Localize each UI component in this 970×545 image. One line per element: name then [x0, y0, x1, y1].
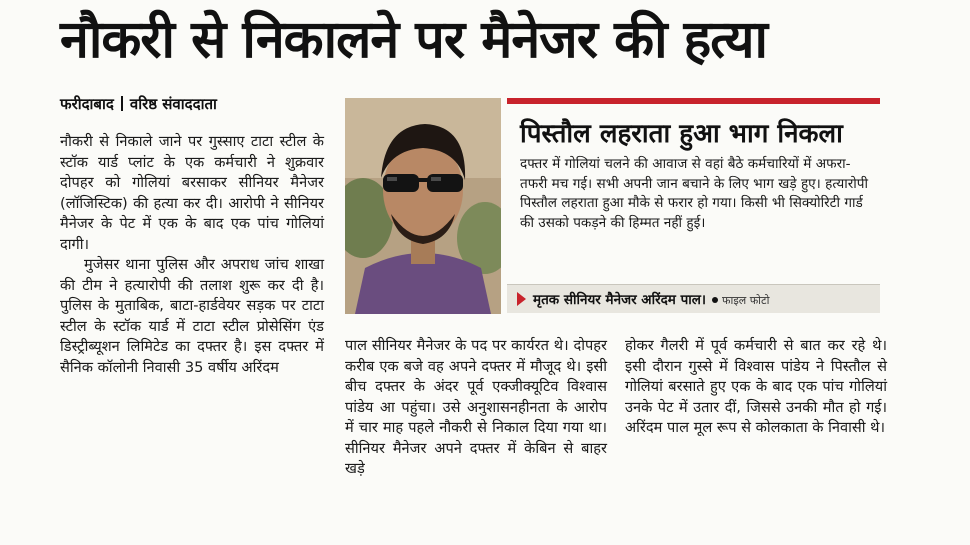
caption-text: मृतक सीनियर मैनेजर अरिंदम पाल। [533, 292, 707, 308]
caption-arrow-icon [517, 292, 526, 306]
sidebar-body-text: दफ्तर में गोलियां चलने की आवाज से वहां बैठे कर्मचारियों में अफरा-तफरी मच गई। सभी अपनी जान बचाने के लिए भाग खड़े हुए। हत्यारोपी पिस्तौल लहराता हुआ मौके से फरार हो गया। किसी भी सिक्योरिटी गार्ड की उसको पकड़ने की हिम्मत नहीं हुई। [520, 156, 869, 231]
photo-caption [507, 284, 880, 313]
dateline-place: फरीदाबाद [60, 95, 114, 113]
bullet-icon [712, 297, 718, 303]
article-paragraph-1: नौकरी से निकाले जाने पर गुस्साए टाटा स्टील के स्टॉक यार्ड प्लांट के एक कर्मचारी ने शुक्रवार दोपहर को गोलियां बरसाकर सीनियर मैनेजर (लॉजिस्टिक) की हत्या कर दी। आरोपी ने सीनियर मैनेजर के पेट में एक के बाद एक पांच गोलियां दागी। [60, 133, 324, 253]
article-column-2-text: पाल सीनियर मैनेजर के पद पर कार्यरत थे। दोपहर करीब एक बजे वह अपने दफ्तर में मौजूद थे। इसी बीच दफ्तर के अंदर पूर्व एक्जीक्यूटिव विश्वास पांडेय आ पहुंचा। उसे अनुशासनहीनता के आरोप में चार माह पहले नौकरी से निकाल दिया गया था। सीनियर मैनेजर अपने दफ्तर में केबिन से बाहर खड़े [345, 337, 607, 477]
article-column-3-text: होकर गैलरी में पूर्व कर्मचारी से बात कर रहे थे। इसी दौरान गुस्से में विश्वास पांडेय ने पिस्तौल से गोलियां बरसाते हुए एक के बाद एक पांच गोलियां उनके पेट में उतार दीं, जिससे उनकी मौत हो गई। अरिंदम पाल मूल रूप से कोलकाता के निवासी थे। [625, 337, 887, 436]
dateline-reporter: वरिष्ठ संवाददाता [129, 95, 217, 113]
article-column-2 [345, 336, 607, 480]
caption-text-wrap [533, 290, 769, 308]
article-column-3 [625, 336, 887, 439]
sidebar-title: पिस्तौल लहराता हुआ भाग निकला [520, 119, 843, 149]
sidebar-accent-rule [507, 98, 880, 104]
headline: नौकरी से निकालने पर मैनेजर की हत्या [60, 10, 767, 70]
article-paragraph-2: मुजेसर थाना पुलिस और अपराध जांच शाखा की टीम ने हत्यारोपी की तलाश शुरू कर दी है। पुलिस के मुताबिक, बाटा-हार्डवेयर सड़क पर टाटा स्टील के स्टॉक यार्ड में टाटा स्टील प्रोसेसिंग एंड डिस्ट्रीब्यूशन लिमिटेड का दफ्तर है। इस दफ्तर में सैनिक कॉलोनी निवासी 35 वर्षीय अरिंदम [60, 256, 324, 376]
sidebar-body [520, 155, 876, 233]
dateline-separator [121, 96, 123, 111]
victim-portrait-image [345, 98, 501, 314]
dateline [60, 94, 217, 114]
victim-photo [345, 98, 501, 314]
article-column-1 [60, 132, 324, 378]
photo-credit: फाइल फोटो [722, 294, 770, 307]
